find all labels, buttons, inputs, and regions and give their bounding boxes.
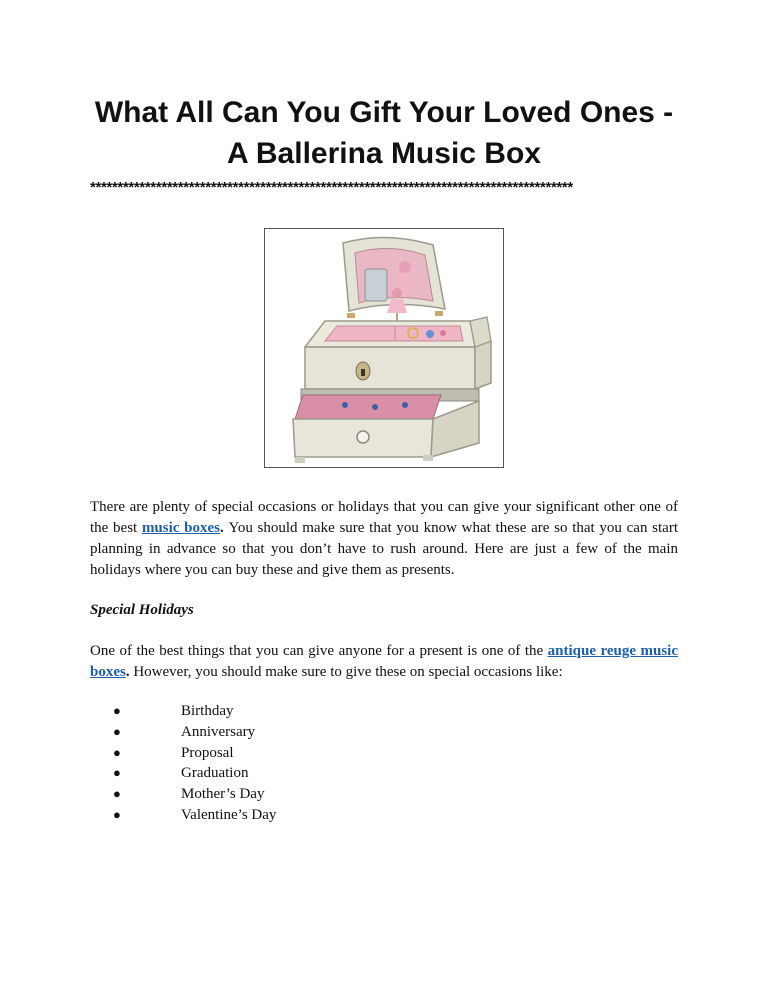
holiday-list bbox=[90, 701, 490, 826]
holiday-label: Valentine’s Day bbox=[181, 806, 277, 823]
music-box-illustration bbox=[265, 229, 503, 467]
antique-reuge-music-boxes-link[interactable]: antique reuge music boxes bbox=[90, 643, 678, 680]
holiday-label: Proposal bbox=[181, 744, 234, 761]
music-box-image bbox=[264, 228, 504, 468]
intro-text-before-link: There are plenty of special occasions or holidays that you can give your significant other one of the best bbox=[90, 499, 678, 536]
bullet-icon: ● bbox=[113, 703, 121, 718]
intro-period: . bbox=[220, 520, 229, 536]
bullet-icon: ● bbox=[113, 786, 121, 802]
holiday-label: Birthday bbox=[181, 703, 234, 719]
document-title: What All Can You Gift Your Loved Ones - A Ballerina Music Box bbox=[94, 96, 674, 170]
gift-period: . bbox=[125, 664, 134, 680]
music-boxes-link[interactable]: music boxes bbox=[141, 520, 220, 536]
holiday-label: Mother’s Day bbox=[181, 786, 265, 803]
holiday-label: Graduation bbox=[181, 765, 249, 782]
list-item bbox=[90, 763, 490, 784]
bullet-icon: ● bbox=[113, 806, 121, 822]
gift-text-before-link: One of the best things that you can give anyone for a present is one of the bbox=[90, 643, 548, 659]
title-separator: **************************************************************************************** bbox=[90, 179, 573, 196]
holiday-label: Anniversary bbox=[181, 723, 256, 740]
bullet-icon: ● bbox=[113, 723, 121, 739]
list-item bbox=[90, 784, 490, 805]
intro-paragraph bbox=[90, 497, 678, 581]
bullet-icon: ● bbox=[113, 765, 121, 781]
list-item bbox=[90, 743, 490, 764]
section-heading-special-holidays: Special Holidays bbox=[90, 602, 194, 618]
bullet-icon: ● bbox=[113, 744, 121, 760]
intro-text-after-link: You should make sure that you know what these are so that you can start planning in advance so that you don’t have to rush around. Here are just a few of the main holidays where you can buy these and give them as presents. bbox=[90, 520, 678, 578]
list-item bbox=[90, 805, 490, 826]
gift-paragraph bbox=[90, 641, 678, 683]
gift-text-after-link: However, you should make sure to give these on special occasions like: bbox=[133, 664, 563, 680]
list-item bbox=[90, 722, 490, 743]
list-item bbox=[90, 701, 490, 722]
